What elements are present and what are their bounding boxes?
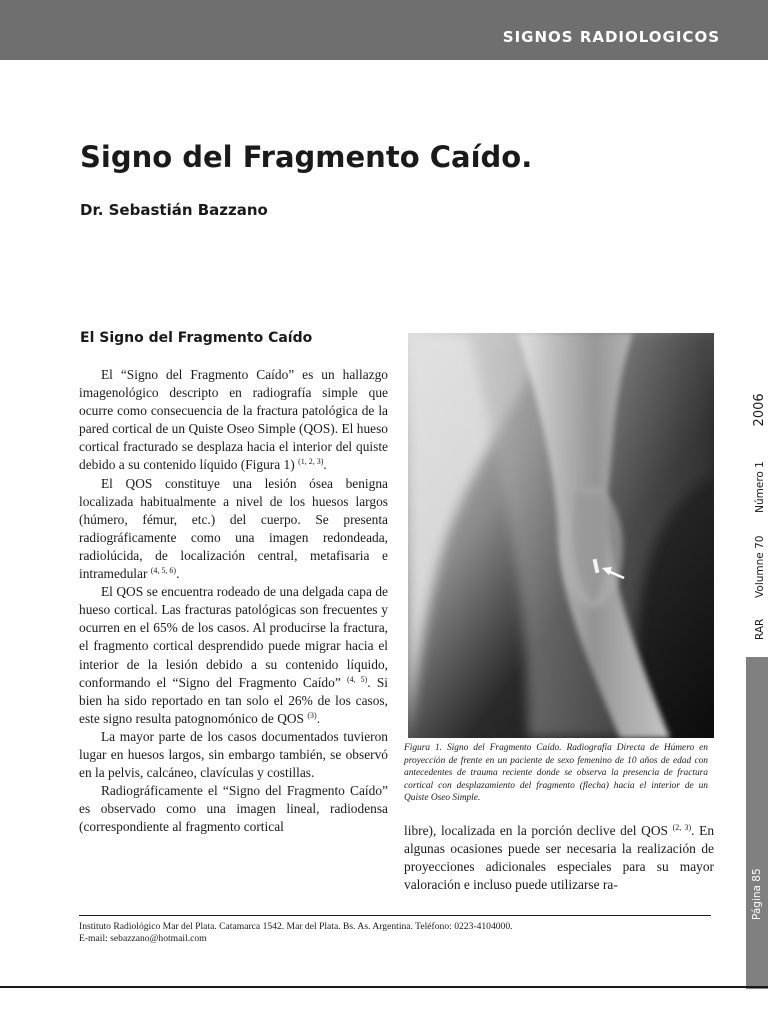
citation: (2, 3) bbox=[672, 823, 692, 832]
paragraph-1: El “Signo del Fragmento Caído” es un hallazgo imagenológico descripto en radiografía simple que ocurre como consecuencia de la fractura patológica de la pared cortical de un Quiste Oseo Simple (QOS). El hueso cortical fracturado se desplaza hacia el interior del quiste debido a su contenido líquido (Figura 1) $^{(1, 2, 3)}$. bbox=[79, 367, 388, 473]
xray-figure bbox=[408, 333, 714, 738]
section-label: SIGNOS RADIOLOGICOS bbox=[502, 28, 720, 46]
footer-address: Instituto Radiológico Mar del Plata. Catamarca 1542. Mar del Plata. Bs. As. Argentina. Teléfono: 0223-4104000. bbox=[79, 921, 513, 932]
citation: (4, 5) bbox=[347, 674, 368, 684]
citation: (3) bbox=[307, 710, 317, 720]
article-title: Signo del Fragmento Caído. bbox=[80, 140, 533, 174]
body-column-left bbox=[79, 366, 388, 836]
footer-divider bbox=[79, 915, 711, 916]
journal-sidebar bbox=[752, 393, 767, 640]
journal-year: 2006 bbox=[752, 393, 767, 427]
paragraph-2: El QOS constituye una lesión ósea benigna localizada habitualmente a nivel de los huesos largos (húmero, fémur, etc.) del cuerpo. Se presenta radiográficamente como una imagen redondeada, radiolúcida, de localización central, metafisaria e intramedular $^{(4, 5, 6)}$. bbox=[79, 475, 388, 582]
paragraph-6: libre), localizada en la porción declive del QOS $^{(2, 3)}$. En algunas ocasiones puede ser necesaria la realización de proyecciones adicionales especiales para su mayor valoración e incluso puede utilizarse ra- bbox=[404, 823, 715, 893]
paragraph-5: Radiográficamente el “Signo del Fragmento Caído” es observado como una imagen lineal, radiodensa (correspondiente al fragmento cortical bbox=[79, 783, 388, 835]
bottom-divider bbox=[0, 986, 768, 988]
footer-email: E-mail: sebazzano@hotmail.com bbox=[79, 932, 207, 944]
page-tab bbox=[746, 657, 768, 989]
citation: (1, 2, 3) bbox=[298, 457, 324, 467]
body-column-right bbox=[404, 822, 714, 894]
journal-volume: Volumne 70 bbox=[754, 535, 766, 598]
page-number: Página 85 bbox=[751, 868, 763, 920]
xray-image bbox=[408, 333, 714, 738]
paragraph-4: La mayor parte de los casos documentados tuvieron lugar en huesos largos, sin embargo también, se observó en la pelvis, calcáneo, clavículas y costillas. bbox=[79, 728, 388, 781]
journal-issue: Número 1 bbox=[754, 461, 766, 513]
figure-caption: Figura 1. Signo del Fragmento Caído. Radiografía Directa de Húmero en proyección de frente en un paciente de sexo femenino de 10 años de edad con antecedentes de trauma reciente donde se observa la presencia de fractura cortical con desplazamiento del fragmento (flecha) hacia el interior de un Quiste Oseo Simple. bbox=[404, 743, 708, 804]
section-heading: El Signo del Fragmento Caído bbox=[80, 330, 313, 346]
article-author: Dr. Sebastián Bazzano bbox=[80, 201, 268, 219]
journal-name: RAR bbox=[754, 618, 766, 640]
paragraph-3: El QOS se encuentra rodeado de una delgada capa de hueso cortical. Las fracturas patológicas son frecuentes y ocurren en el 65% de los casos. Al producirse la fractura, el fragmento cortical desprendido puede migrar hacia el interior de la lesión debido a su contenido líquido, conformando el “Signo del Fragmento Caído” $^{(4, 5)}$. Si bien ha sido reportado en tan solo el 26% de los casos, este signo resulta patognomónico de QOS $^{(3)}$. bbox=[79, 584, 388, 726]
citation: (4, 5, 6) bbox=[150, 566, 177, 576]
footer bbox=[79, 921, 719, 944]
